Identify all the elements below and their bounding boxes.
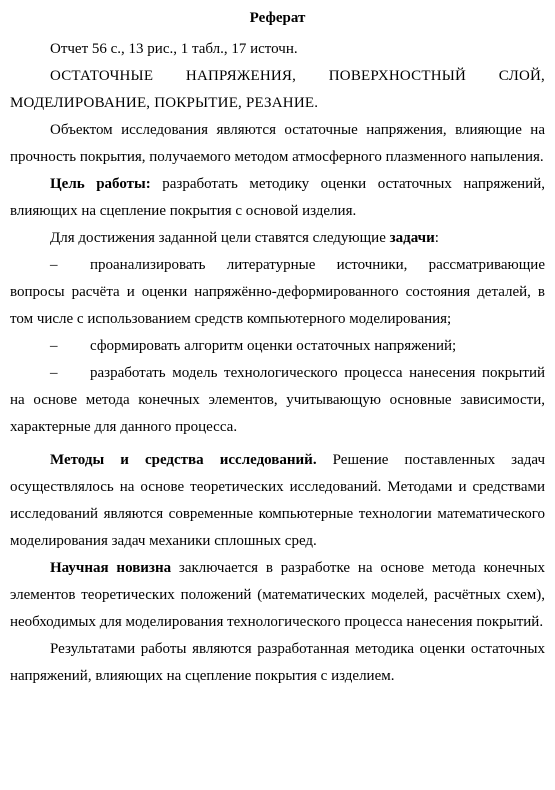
- goal-paragraph: [10, 171, 545, 225]
- task-text: разработать модель технологического процесса нанесения покрытий на основе метода конечных элементов, учитывающую основные зависимости, характерные для данного процесса.: [10, 365, 545, 435]
- tasks-intro-text: Для достижения заданной цели ставятся следующие: [50, 230, 390, 246]
- dash-bullet: –: [50, 338, 58, 354]
- novelty-label: Научная новизна: [50, 560, 172, 576]
- document-page: [10, 8, 545, 690]
- tasks-intro: [10, 225, 545, 252]
- task-item: [10, 252, 545, 333]
- task-item: [10, 360, 545, 441]
- novelty-text: заключается в разработке на основе метода конечных элементов теоретических положений (математических моделей, расчётных схем), необходимых для моделирования технологического процесса нанесения покрытий.: [10, 560, 545, 630]
- tasks-intro-after: :: [434, 230, 439, 246]
- task-text: сформировать алгоритм оценки остаточных напряжений;: [90, 338, 457, 354]
- tasks-intro-bold: задачи: [389, 230, 435, 246]
- goal-text: разработать методику оценки остаточных напряжений, влияющих на сцепление покрытия с основой изделия.: [10, 176, 545, 219]
- methods-label: Методы и средства исследований.: [50, 452, 317, 468]
- novelty-paragraph: [10, 555, 545, 636]
- results-paragraph: Результатами работы являются разработанная методика оценки остаточных напряжений, влияющих на сцепление покрытия с изделием.: [10, 641, 545, 684]
- goal-label: Цель работы:: [50, 176, 151, 192]
- dash-bullet: –: [50, 365, 58, 381]
- page-title: Реферат: [249, 10, 306, 26]
- object-paragraph: Объектом исследования являются остаточные напряжения, влияющие на прочность покрытия, получаемого методом атмосферного плазменного напыления.: [10, 122, 545, 165]
- methods-paragraph: [10, 447, 545, 555]
- keywords: ОСТАТОЧНЫЕ НАПРЯЖЕНИЯ, ПОВЕРХНОСТНЫЙ СЛОЙ, МОДЕЛИРОВАНИЕ, ПОКРЫТИЕ, РЕЗАНИЕ.: [10, 68, 545, 111]
- methods-text: Решение поставленных задач осуществлялось на основе теоретических исследований. Методами и средствами исследований являются современные компьютерные технологии математического моделирования задач механики сплошных сред.: [10, 452, 545, 549]
- task-text: проанализировать литературные источники, рассматривающие вопросы расчёта и оценки напряжённо-деформированного состояния деталей, в том числе с использованием средств компьютерного моделирования;: [10, 257, 545, 327]
- task-item: [10, 333, 545, 360]
- report-stats: Отчет 56 с., 13 рис., 1 табл., 17 источн.: [50, 41, 298, 57]
- dash-bullet: –: [50, 257, 58, 273]
